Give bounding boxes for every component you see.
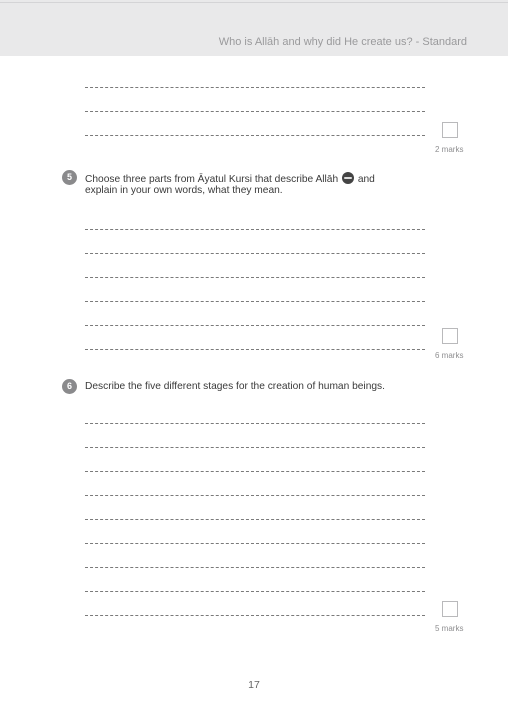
question-number-badge: 5 bbox=[62, 170, 77, 185]
header-title: Who is Allāh and why did He create us? - Standard bbox=[218, 36, 467, 48]
answer-line[interactable] bbox=[85, 447, 425, 448]
question-number-badge: 6 bbox=[62, 379, 77, 394]
marks-label: 6 marks bbox=[435, 351, 464, 360]
marks-label: 2 marks bbox=[435, 145, 464, 154]
question-text: Describe the five different stages for the creation of human beings. bbox=[85, 381, 385, 392]
answer-line[interactable] bbox=[85, 253, 425, 254]
question-text-part: Choose three parts from Āyatul Kursi that describe Allāh bbox=[85, 174, 339, 185]
marks-box[interactable] bbox=[442, 328, 458, 344]
answer-line[interactable] bbox=[85, 301, 425, 302]
answer-line[interactable] bbox=[85, 543, 425, 544]
answer-line[interactable] bbox=[85, 423, 425, 424]
answer-line[interactable] bbox=[85, 229, 425, 230]
answer-line[interactable] bbox=[85, 135, 425, 136]
answer-line[interactable] bbox=[85, 111, 425, 112]
answer-line[interactable] bbox=[85, 615, 425, 616]
answer-line[interactable] bbox=[85, 591, 425, 592]
answer-line[interactable] bbox=[85, 471, 425, 472]
header-top-rule bbox=[0, 2, 508, 3]
answer-line[interactable] bbox=[85, 349, 425, 350]
answer-line[interactable] bbox=[85, 87, 425, 88]
marks-box[interactable] bbox=[442, 122, 458, 138]
honorific-seal-icon bbox=[342, 172, 354, 184]
question-text-part: and bbox=[357, 174, 375, 185]
answer-line[interactable] bbox=[85, 567, 425, 568]
answer-line[interactable] bbox=[85, 495, 425, 496]
marks-box[interactable] bbox=[442, 601, 458, 617]
answer-line[interactable] bbox=[85, 519, 425, 520]
question-text-line2: explain in your own words, what they mean. bbox=[85, 185, 283, 196]
page-number: 17 bbox=[248, 679, 260, 691]
answer-line[interactable] bbox=[85, 277, 425, 278]
answer-line[interactable] bbox=[85, 325, 425, 326]
question-text bbox=[85, 172, 375, 186]
marks-label: 5 marks bbox=[435, 624, 464, 633]
